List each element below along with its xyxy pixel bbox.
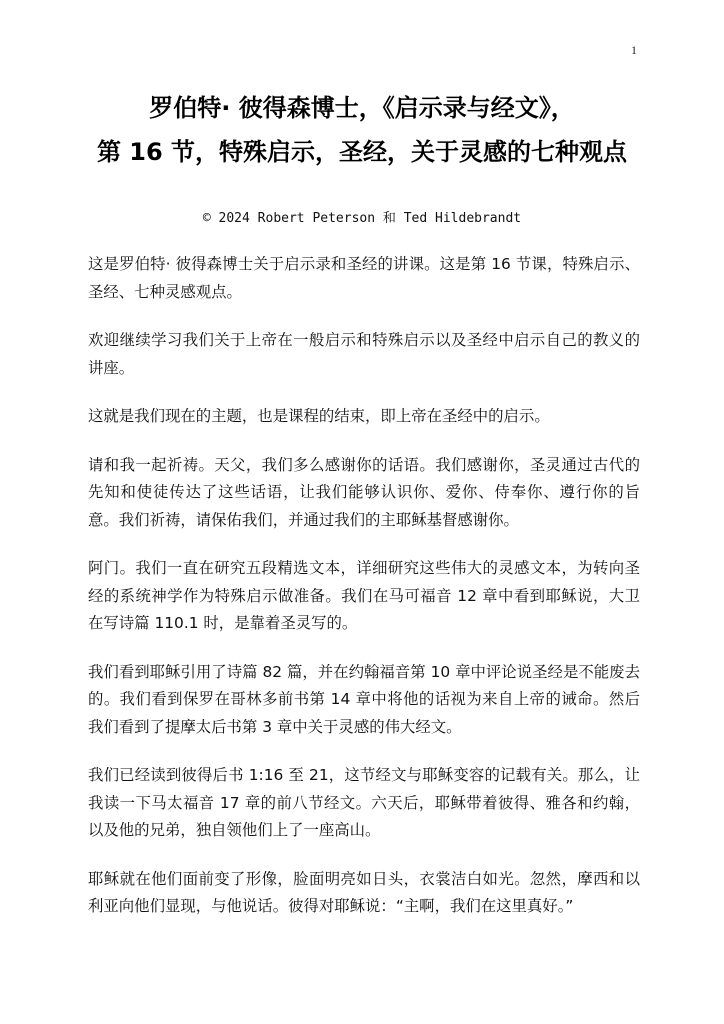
paragraph: 阿门。我们一直在研究五段精选文本，详细研究这些伟大的灵感文本，为转向圣经的系统神学作为特殊启示做准备。我们在马可福音 12 章中看到耶稣说，大卫在写诗篇 110.1 时，是靠着圣灵写的。 [88,559,640,632]
paragraph: 耶稣就在他们面前变了形像，脸面明亮如日头，衣裳洁白如光。忽然，摩西和以利亚向他们显现，与他说话。彼得对耶稣说：“主啊，我们在这里真好。” [88,869,640,915]
paragraph: 我们看到耶稣引用了诗篇 82 篇，并在约翰福音第 10 章中评论说圣经是不能废去的。我们看到保罗在哥林多前书第 14 章中将他的话视为来自上帝的诫命。然后我们看到了提摩太后书第 3 章中关于灵感的伟大经文。 [88,662,640,736]
document-title-line-2: 第 16 节，特殊启示，圣经，关于灵感的七种观点 [96,138,628,166]
paragraph: 请和我一起祈祷。天父，我们多么感谢你的话语。我们感谢你，圣灵通过古代的先知和使徒传达了这些话语，让我们能够认识你、爱你、侍奉你、遵行你的旨意。我们祈祷，请保佑我们，并通过我们的主耶稣基督感谢你。 [88,455,640,529]
paragraph: 这就是我们现在的主题，也是课程的结束，即上帝在圣经中的启示。 [88,407,550,425]
copyright-line: © 2024 Robert Peterson 和 Ted Hildebrandt [202,211,522,226]
paragraph: 欢迎继续学习我们关于上帝在一般启示和特殊启示以及圣经中启示自己的教义的讲座。 [88,331,640,377]
page-number: 1 [631,43,637,57]
body-text [88,251,640,942]
paragraph: 这是罗伯特· 彼得森博士关于启示录和圣经的讲课。这是第 16 节课，特殊启示、圣经、七种灵感观点。 [88,255,640,301]
title-block [60,92,664,168]
document-title-line-1: 罗伯特· 彼得森博士，《启示录与经文》， [149,94,575,122]
paragraph: 我们已经读到彼得后书 1:16 至 21，这节经文与耶稣变容的记载有关。那么，让我读一下马太福音 17 章的前八节经文。六天后，耶稣带着彼得、雅各和约翰，以及他的兄弟，独自领他们上了一座高山。 [88,766,640,839]
